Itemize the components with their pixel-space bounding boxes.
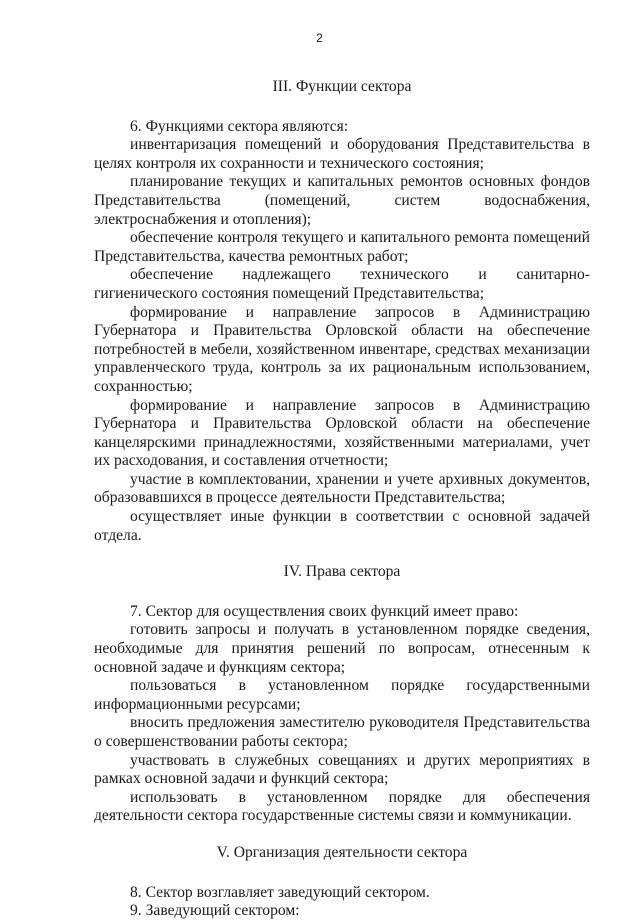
section-heading-functions: III. Функции сектора [272, 78, 412, 95]
paragraph: инвентаризация помещений и оборудования Представительства в целях контроля их сохранности и технического состояния; [94, 136, 590, 172]
paragraph: готовить запросы и получать в установленном порядке сведения, необходимые для принятия решений по вопросам, отнесенным к основной задаче и функциям сектора; [94, 621, 590, 676]
paragraph: осуществляет иные функции в соответствии с основной задачей отдела. [94, 508, 590, 544]
page-number: 2 [316, 31, 323, 45]
paragraph: участие в комплектовании, хранении и учете архивных документов, образовавшихся в процессе деятельности Представительства; [94, 470, 590, 507]
paragraph: планирование текущих и капитальных ремонтов основных фондов Представительства (помещений, систем водоснабжения, электроснабжения и отопления); [94, 173, 590, 228]
paragraph: обеспечение надлежащего технического и санитарно-гигиенического состояния помещений Представительства; [94, 266, 590, 302]
section-heading-rights: IV. Права сектора [283, 563, 401, 581]
paragraph: обеспечение контроля текущего и капитального ремонта помещений Представительства, качества ремонтных работ; [94, 229, 590, 265]
paragraph: 9. Заведующий сектором: [130, 902, 300, 920]
paragraph: 6. Функциями сектора являются: [130, 117, 349, 135]
paragraph: 8. Сектор возглавляет заведующий сектором. [130, 883, 430, 901]
paragraph: использовать в установленном порядке для обеспечения деятельности сектора государственные системы связи и коммуникации. [94, 788, 590, 825]
paragraph: формирование и направление запросов в Администрацию Губернатора и Правительства Орловской области на обеспечение потребностей в мебели, хозяйственном инвентаре, средствах механизации управленческого труда, контроль за их рациональным использованием, сохранностью; [94, 303, 590, 395]
section-heading-organization: V. Организация деятельности сектора [216, 843, 468, 861]
paragraph: 7. Сектор для осуществления своих функций имеет право: [130, 602, 519, 620]
paragraph: формирование и направление запросов в Администрацию Губернатора и Правительства Орловской области на обеспечение канцелярскими принадлежностями, хозяйственными материалами, учет их расходования, и составления отчетности; [94, 396, 590, 470]
paragraph: пользоваться в установленном порядке государственными информационными ресурсами; [94, 677, 590, 713]
document-body [94, 78, 590, 921]
paragraph: участвовать в служебных совещаниях и других мероприятиях в рамках основной задачи и функций сектора; [94, 751, 590, 788]
paragraph: вносить предложения заместителю руководителя Представительства о совершенствовании работы сектора; [94, 714, 590, 750]
